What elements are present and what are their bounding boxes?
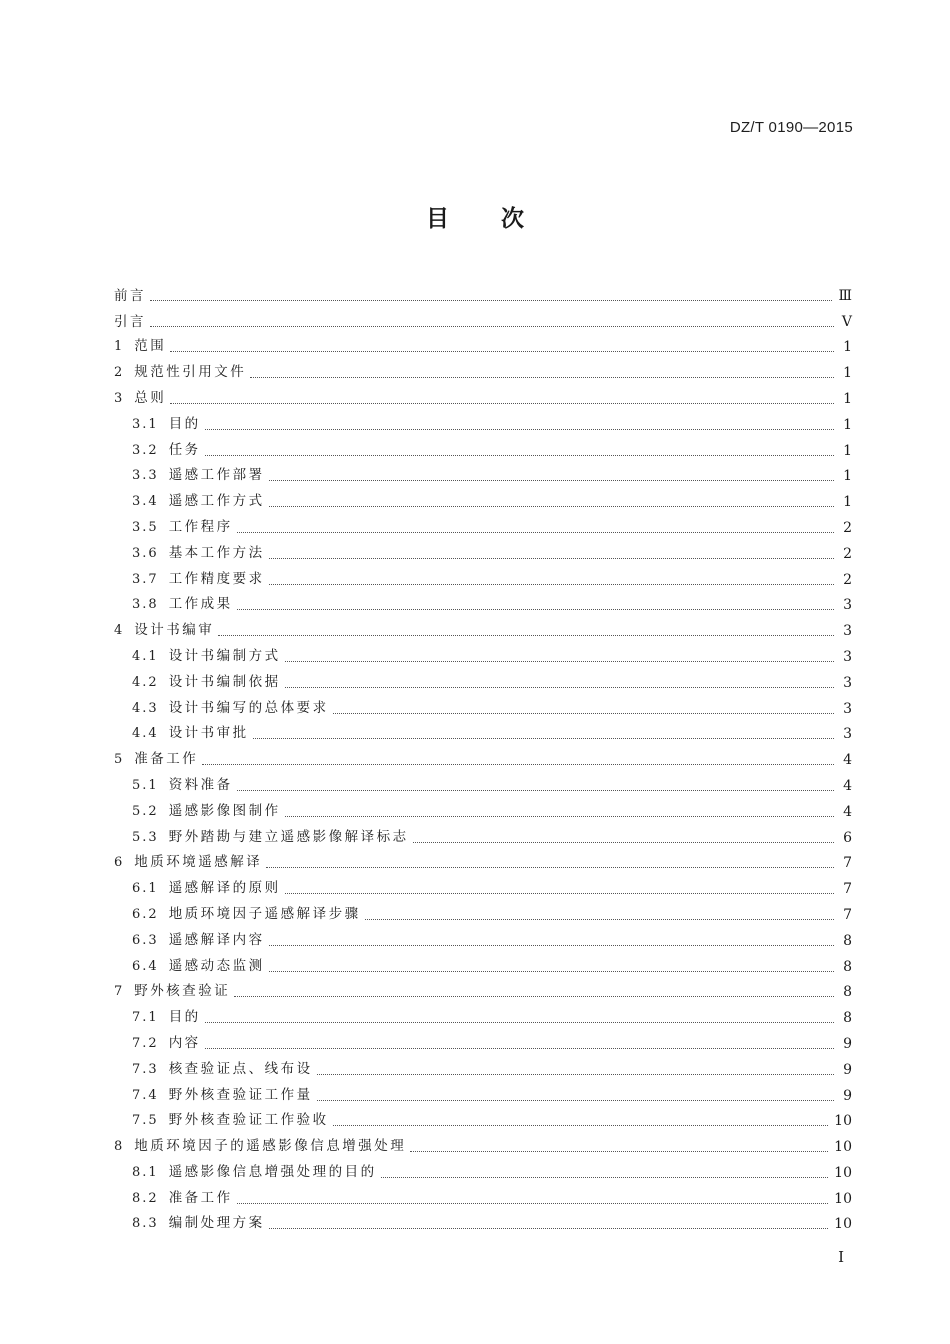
toc-entry[interactable] [114, 485, 852, 511]
toc-entry-label [114, 905, 361, 924]
toc-entry-page: 1 [843, 494, 852, 511]
toc-entry[interactable] [114, 1208, 852, 1234]
toc-entry-number: 7.2 [132, 1035, 159, 1051]
toc-entry-page: 7 [843, 855, 852, 872]
toc-leader-dots [205, 429, 834, 430]
toc-leader-dots [333, 713, 834, 714]
toc-leader-dots [218, 635, 834, 636]
page-number: Ⅰ [838, 1248, 844, 1266]
toc-entry-title: 编制处理方案 [168, 1215, 265, 1232]
toc-entry-title: 野外核查验证工作验收 [168, 1112, 329, 1129]
toc-entry-number: 7 [114, 984, 125, 1000]
toc-entry-page: 10 [834, 1164, 852, 1181]
toc-entry-number: 3.8 [132, 597, 159, 613]
toc-entry-title: 野外踏勘与建立遥感影像解译标志 [168, 828, 409, 845]
toc-entry-page: 10 [834, 1139, 852, 1156]
toc-entry-page: 8 [843, 1010, 852, 1027]
toc-entry-label [114, 492, 265, 511]
toc-entry[interactable] [114, 769, 852, 795]
toc-entry-number: 2 [114, 365, 125, 381]
toc-entry-page: 8 [843, 932, 852, 949]
toc-entry-title: 任务 [168, 441, 201, 458]
toc-leader-dots [285, 893, 834, 894]
toc-entry[interactable] [114, 356, 852, 382]
toc-entry-title: 遥感工作方式 [168, 493, 265, 510]
toc-entry-title: 地质环境因子遥感解译步骤 [168, 905, 361, 922]
toc-entry-number: 6 [114, 855, 125, 871]
toc-entry[interactable] [114, 1053, 852, 1079]
toc-entry-label [114, 957, 265, 976]
toc-entry-number: 5.3 [132, 829, 159, 845]
toc-entry-title: 设计书编制方式 [168, 647, 281, 664]
toc-entry[interactable] [114, 1027, 852, 1053]
toc-entry-page: 2 [843, 545, 852, 562]
toc-entry-page: 3 [843, 726, 852, 743]
toc-entry[interactable] [114, 898, 852, 924]
toc-entry-label [114, 621, 214, 640]
toc-entry[interactable] [114, 305, 852, 331]
toc-entry-label [114, 853, 262, 872]
toc-leader-dots [285, 661, 834, 662]
toc-entry-number: 6.4 [132, 958, 159, 974]
toc-entry-title: 准备工作 [168, 1189, 233, 1206]
toc-entry-title: 总则 [134, 389, 167, 406]
toc-entry[interactable] [114, 511, 852, 537]
toc-entry-label [114, 724, 249, 743]
toc-entry-label [114, 1086, 313, 1105]
toc-leader-dots [317, 1074, 834, 1075]
toc-leader-dots [285, 816, 834, 817]
toc-entry-number: 4.3 [132, 700, 159, 716]
toc-leader-dots [205, 1022, 834, 1023]
toc-leader-dots [269, 971, 834, 972]
toc-entry[interactable] [114, 1156, 852, 1182]
toc-leader-dots [381, 1177, 828, 1178]
page-title: 目次 [426, 206, 576, 232]
toc-entry-page: 3 [843, 623, 852, 640]
toc-entry-number: 5.1 [132, 777, 159, 793]
toc-entry-title: 规范性引用文件 [134, 364, 247, 381]
toc-entry-title: 工作成果 [168, 596, 233, 613]
toc-entry-title: 野外核查验证 [134, 983, 231, 1000]
toc-entry-page: 7 [843, 906, 852, 923]
toc-entry-number: 8.3 [132, 1216, 159, 1232]
toc-entry[interactable] [114, 821, 852, 847]
toc-entry-label [114, 828, 409, 847]
toc-leader-dots [237, 790, 834, 791]
toc-entry[interactable] [114, 331, 852, 357]
toc-entry-label [114, 1111, 329, 1130]
toc-leader-dots [269, 558, 834, 559]
toc-entry-number: 1 [114, 339, 125, 355]
toc-entry-number: 3.3 [132, 468, 159, 484]
toc-entry-page: 6 [843, 829, 852, 846]
toc-entry-page: 3 [843, 648, 852, 665]
toc-entry-label [114, 389, 166, 408]
toc-entry-title: 设计书编写的总体要求 [168, 699, 329, 716]
toc-entry[interactable] [114, 950, 852, 976]
toc-entry-label [114, 595, 233, 614]
toc-entry-page: 4 [843, 803, 852, 820]
toc-entry-page: 1 [843, 468, 852, 485]
toc-entry-number: 3.5 [132, 519, 159, 535]
toc-entry[interactable] [114, 614, 852, 640]
toc-entry-label [114, 544, 265, 563]
toc-entry-label [114, 1137, 406, 1156]
toc-entry[interactable] [114, 1001, 852, 1027]
toc-entry[interactable] [114, 563, 852, 589]
toc-leader-dots [269, 480, 834, 481]
toc-entry-page: 3 [843, 597, 852, 614]
toc-entry[interactable] [114, 795, 852, 821]
toc-entry-title: 范围 [134, 338, 167, 355]
toc-entry-number: 7.5 [132, 1113, 159, 1129]
toc-leader-dots [237, 1203, 828, 1204]
toc-entry[interactable] [114, 743, 852, 769]
toc-entry-page: 8 [843, 984, 852, 1001]
toc-entry-page: Ⅴ [841, 313, 852, 330]
toc-entry-title: 前言 [114, 287, 146, 304]
toc-entry-label [114, 1163, 377, 1182]
toc-leader-dots [269, 506, 834, 507]
toc-leader-dots [150, 326, 834, 327]
toc-leader-dots [205, 1048, 834, 1049]
toc-entry-label [114, 1214, 265, 1233]
toc-entry-page: 4 [843, 752, 852, 769]
toc-leader-dots [269, 945, 834, 946]
toc-entry[interactable] [114, 537, 852, 563]
toc-entry-title: 核查验证点、线布设 [168, 1060, 313, 1077]
toc-entry-number: 3.1 [132, 416, 159, 432]
toc-leader-dots [317, 1100, 834, 1101]
toc-entry-number: 3.2 [132, 442, 159, 458]
toc-entry-label [114, 750, 198, 769]
toc-entry[interactable] [114, 408, 852, 434]
toc-entry-page: 1 [843, 390, 852, 407]
toc-entry[interactable] [114, 1079, 852, 1105]
toc-entry-number: 6.2 [132, 906, 159, 922]
toc-entry[interactable] [114, 976, 852, 1002]
toc-leader-dots [253, 738, 834, 739]
toc-entry-title: 基本工作方法 [168, 544, 265, 561]
toc-entry-label [114, 363, 246, 382]
toc-entry-title: 内容 [168, 1034, 201, 1051]
toc-entry-number: 7.4 [132, 1087, 159, 1103]
toc-entry-label [114, 518, 233, 537]
toc-entry-label [114, 466, 265, 485]
toc-entry-page: Ⅲ [838, 287, 852, 304]
toc-entry[interactable] [114, 640, 852, 666]
toc-entry-title: 设计书编审 [134, 622, 215, 639]
toc-entry-page: 2 [843, 519, 852, 536]
toc-leader-dots [170, 403, 834, 404]
toc-entry-title: 工作程序 [168, 518, 233, 535]
toc-entry-number: 6.1 [132, 881, 159, 897]
toc-entry-label [114, 1060, 313, 1079]
toc-entry-page: 9 [843, 1035, 852, 1052]
toc-entry[interactable] [114, 1182, 852, 1208]
toc-entry-page: 9 [843, 1061, 852, 1078]
toc-entry-label [114, 415, 201, 434]
toc-entry[interactable] [114, 382, 852, 408]
toc-entry-title: 目的 [168, 415, 201, 432]
toc-entry-page: 10 [834, 1113, 852, 1130]
toc-entry-number: 5 [114, 752, 125, 768]
toc-entry-number: 4.1 [132, 648, 159, 664]
toc-entry-title: 设计书编制依据 [168, 673, 281, 690]
toc-leader-dots [150, 300, 832, 301]
toc-entry-page: 9 [843, 1087, 852, 1104]
toc-leader-dots [266, 867, 834, 868]
toc-entry-page: 3 [843, 674, 852, 691]
toc-entry-title: 资料准备 [168, 776, 233, 793]
toc-entry-number: 4.2 [132, 674, 159, 690]
toc-entry-number: 8 [114, 1139, 125, 1155]
toc-entry-number: 8.1 [132, 1164, 159, 1180]
toc-entry-title: 引言 [114, 313, 146, 330]
toc-leader-dots [234, 996, 834, 997]
toc-leader-dots [237, 532, 834, 533]
toc-entry-title: 遥感影像图制作 [168, 802, 281, 819]
toc-entry-number: 3 [114, 390, 125, 406]
toc-entry-label [114, 647, 281, 666]
toc-entry[interactable] [114, 666, 852, 692]
toc-entry-title: 遥感解译的原则 [168, 880, 281, 897]
toc-entry-number: 4.4 [132, 726, 159, 742]
toc-entry-label [114, 879, 281, 898]
toc-entry-page: 2 [843, 571, 852, 588]
toc-entry-label [114, 337, 166, 356]
toc-entry[interactable] [114, 460, 852, 486]
toc-entry-page: 1 [843, 365, 852, 382]
toc-leader-dots [250, 377, 834, 378]
toc-entry[interactable] [114, 847, 852, 873]
toc-leader-dots [285, 687, 834, 688]
toc-entry-page: 1 [843, 442, 852, 459]
toc-entry[interactable] [114, 872, 852, 898]
toc-entry-page: 10 [834, 1216, 852, 1233]
toc-leader-dots [170, 351, 834, 352]
toc-entry-number: 7.3 [132, 1061, 159, 1077]
toc-entry-label [114, 802, 281, 821]
toc-entry-number: 6.3 [132, 932, 159, 948]
toc-leader-dots [202, 764, 834, 765]
toc-entry[interactable] [114, 434, 852, 460]
toc-leader-dots [413, 842, 834, 843]
toc-entry-title: 地质环境因子的遥感影像信息增强处理 [134, 1138, 407, 1155]
toc-entry-label [114, 1034, 201, 1053]
toc-entry-page: 1 [843, 339, 852, 356]
toc-leader-dots [269, 584, 834, 585]
toc-entry-number: 5.2 [132, 803, 159, 819]
toc-leader-dots [410, 1151, 828, 1152]
toc-leader-dots [333, 1125, 828, 1126]
document-code: DZ/T 0190—2015 [729, 119, 853, 136]
toc-entry-page: 7 [843, 881, 852, 898]
toc-entry-page: 8 [843, 958, 852, 975]
toc-entry-label [114, 313, 146, 331]
toc-leader-dots [237, 609, 834, 610]
toc-entry-title: 设计书审批 [168, 725, 249, 742]
toc-leader-dots [365, 919, 834, 920]
toc-entry-label [114, 1189, 233, 1208]
table-of-contents [114, 279, 852, 1233]
toc-leader-dots [205, 455, 834, 456]
toc-entry-label [114, 982, 230, 1001]
toc-entry-title: 野外核查验证工作量 [168, 1086, 313, 1103]
toc-entry-number: 8.2 [132, 1190, 159, 1206]
toc-entry-title: 遥感工作部署 [168, 467, 265, 484]
toc-entry-label [114, 570, 265, 589]
toc-entry[interactable] [114, 718, 852, 744]
toc-entry-title: 目的 [168, 1009, 201, 1026]
toc-entry[interactable] [114, 1105, 852, 1131]
toc-entry-number: 3.4 [132, 494, 159, 510]
toc-entry[interactable] [114, 924, 852, 950]
toc-entry-label [114, 287, 146, 305]
toc-entry-page: 4 [843, 777, 852, 794]
toc-entry-title: 遥感影像信息增强处理的目的 [168, 1163, 377, 1180]
toc-entry-label [114, 776, 233, 795]
toc-entry[interactable] [114, 279, 852, 305]
toc-entry-number: 3.6 [132, 545, 159, 561]
toc-entry[interactable] [114, 589, 852, 615]
toc-entry-title: 遥感解译内容 [168, 931, 265, 948]
toc-entry-label [114, 441, 201, 460]
toc-entry-title: 工作精度要求 [168, 570, 265, 587]
toc-entry-number: 7.1 [132, 1010, 159, 1026]
toc-entry-number: 4 [114, 623, 125, 639]
toc-entry-title: 地质环境遥感解译 [134, 854, 263, 871]
toc-entry[interactable] [114, 1130, 852, 1156]
toc-entry-title: 遥感动态监测 [168, 957, 265, 974]
toc-entry-label [114, 1008, 201, 1027]
toc-entry-number: 3.7 [132, 571, 159, 587]
toc-leader-dots [269, 1228, 828, 1229]
toc-entry-label [114, 931, 265, 950]
toc-entry-page: 1 [843, 416, 852, 433]
toc-entry-page: 3 [843, 700, 852, 717]
toc-entry[interactable] [114, 692, 852, 718]
toc-entry-page: 10 [834, 1190, 852, 1207]
toc-entry-title: 准备工作 [134, 751, 199, 768]
toc-entry-label [114, 673, 281, 692]
toc-entry-label [114, 699, 329, 718]
